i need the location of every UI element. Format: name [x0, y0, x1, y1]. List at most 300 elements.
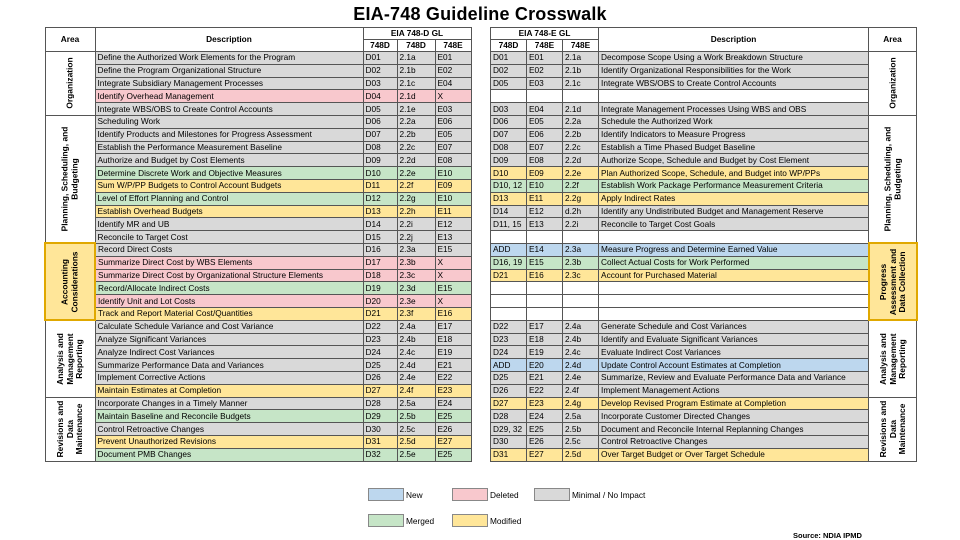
- table-row: [491, 77, 917, 90]
- area-group-cell: [45, 397, 95, 461]
- code-cell: 2.1a: [397, 52, 435, 65]
- legend-item-merged: [368, 514, 434, 527]
- table-row: [491, 397, 917, 410]
- code-cell: E05: [527, 115, 563, 128]
- code-cell: 2.4b: [397, 333, 435, 346]
- description-cell: Document PMB Changes: [95, 448, 363, 461]
- code-cell: [563, 295, 599, 308]
- code-cell: 2.3d: [397, 282, 435, 295]
- code-cell: E18: [527, 333, 563, 346]
- code-cell: 2.5b: [397, 410, 435, 423]
- description-cell: Identify any Undistributed Budget and Management Reserve: [599, 205, 869, 218]
- description-cell: [599, 90, 869, 103]
- code-cell: E21: [435, 359, 471, 372]
- legend-label-new: New: [406, 489, 423, 500]
- description-cell: Analyze Indirect Cost Variances: [95, 346, 363, 359]
- table-row: [45, 52, 471, 65]
- description-cell: Update Control Account Estimates at Completion: [599, 359, 869, 372]
- description-cell: Establish Work Package Performance Measurement Criteria: [599, 179, 869, 192]
- code-cell: E19: [527, 346, 563, 359]
- code-cell: E19: [435, 346, 471, 359]
- description-cell: Summarize Direct Cost by Organizational Structure Elements: [95, 269, 363, 282]
- description-cell: Decompose Scope Using a Work Breakdown Structure: [599, 52, 869, 65]
- code-cell: 2.2b: [563, 128, 599, 141]
- code-cell: 2.2i: [563, 218, 599, 231]
- area-label: Analysis and Management Reporting: [877, 333, 907, 385]
- description-cell: Establish Overhead Budgets: [95, 205, 363, 218]
- code-cell: D10: [491, 167, 527, 180]
- table-row: [45, 192, 471, 205]
- code-cell: E10: [527, 179, 563, 192]
- code-cell: D32: [363, 448, 397, 461]
- description-cell: Analyze Significant Variances: [95, 333, 363, 346]
- legend-item-modified: [452, 514, 521, 527]
- legend-label-modified: Modified: [490, 515, 522, 526]
- area-group-cell: [869, 52, 917, 116]
- description-cell: Account for Purchased Material: [599, 269, 869, 282]
- description-cell: Integrate WBS/OBS to Create Control Accounts: [95, 103, 363, 116]
- code-cell: E22: [527, 384, 563, 397]
- code-cell: E03: [527, 77, 563, 90]
- code-cell: 2.2a: [397, 115, 435, 128]
- description-cell: Evaluate Indirect Cost Variances: [599, 346, 869, 359]
- table-row: [45, 333, 471, 346]
- code-cell: E04: [435, 77, 471, 90]
- table-row: [45, 384, 471, 397]
- code-cell: D25: [491, 371, 527, 384]
- code-cell: 2.5a: [397, 397, 435, 410]
- description-cell: Implement Corrective Actions: [95, 371, 363, 384]
- description-cell: Summarize Direct Cost by WBS Elements: [95, 256, 363, 269]
- table-row: [45, 435, 471, 448]
- description-cell: Sum W/P/PP Budgets to Control Account Budgets: [95, 179, 363, 192]
- code-cell: 2.2g: [563, 192, 599, 205]
- description-cell: Track and Report Material Cost/Quantities: [95, 307, 363, 320]
- code-cell: D21: [363, 307, 397, 320]
- description-cell: [599, 231, 869, 244]
- code-cell: 2.1a: [563, 52, 599, 65]
- table-row: [45, 231, 471, 244]
- area-group-cell: [45, 115, 95, 243]
- description-cell: Prevent Unauthorized Revisions: [95, 435, 363, 448]
- code-cell: E16: [435, 307, 471, 320]
- code-cell: D03: [491, 103, 527, 116]
- area-label: Organization: [886, 57, 897, 110]
- code-cell: D05: [491, 77, 527, 90]
- description-cell: Incorporate Customer Directed Changes: [599, 410, 869, 423]
- table-row: [491, 243, 917, 256]
- table-row: [45, 423, 471, 436]
- code-cell: 2.2b: [397, 128, 435, 141]
- code-cell: [491, 282, 527, 295]
- description-cell: Integrate Subsidiary Management Processes: [95, 77, 363, 90]
- description-cell: Generate Schedule and Cost Variances: [599, 320, 869, 333]
- description-cell: Identify Products and Milestones for Progress Assessment: [95, 128, 363, 141]
- legend-label-minimal: Minimal / No Impact: [572, 489, 646, 500]
- area-label: Progress Assessment and Data Collection: [877, 248, 907, 316]
- table-row: [491, 320, 917, 333]
- description-cell: Collect Actual Costs for Work Performed: [599, 256, 869, 269]
- code-cell: E09: [435, 179, 471, 192]
- code-cell: E11: [435, 205, 471, 218]
- code-cell: E08: [435, 154, 471, 167]
- table-row: [491, 307, 917, 320]
- table-row: [45, 218, 471, 231]
- description-cell: Integrate WBS/OBS to Create Control Accounts: [599, 77, 869, 90]
- code-cell: 2.2e: [563, 167, 599, 180]
- code-cell: D30: [363, 423, 397, 436]
- description-cell: Control Retroactive Changes: [599, 435, 869, 448]
- table-row: [45, 243, 471, 256]
- code-cell: 2.4a: [397, 320, 435, 333]
- code-cell: D26: [363, 371, 397, 384]
- description-cell: Summarize Performance Data and Variances: [95, 359, 363, 372]
- code-cell: 2.1d: [397, 90, 435, 103]
- code-cell: E25: [435, 410, 471, 423]
- code-cell: D13: [363, 205, 397, 218]
- code-cell: [563, 307, 599, 320]
- code-cell: E22: [435, 371, 471, 384]
- description-cell: [599, 307, 869, 320]
- code-cell: 2.3b: [397, 256, 435, 269]
- code-cell: E07: [527, 141, 563, 154]
- code-cell: 2.3b: [563, 256, 599, 269]
- code-cell: E16: [527, 269, 563, 282]
- legend-item-minimal: [534, 488, 645, 501]
- code-cell: E25: [435, 448, 471, 461]
- code-cell: 2.4e: [563, 371, 599, 384]
- code-cell: [491, 90, 527, 103]
- code-cell: D21: [491, 269, 527, 282]
- code-cell: D04: [363, 90, 397, 103]
- left-col2-header: 748D: [397, 40, 435, 52]
- table-row: [491, 141, 917, 154]
- code-cell: 2.1c: [563, 77, 599, 90]
- table-row: [491, 205, 917, 218]
- table-row: [491, 179, 917, 192]
- table-row: [491, 295, 917, 308]
- description-cell: Identify MR and UB: [95, 218, 363, 231]
- area-label: Revisions and Data Maintenance: [54, 400, 84, 458]
- code-cell: [527, 231, 563, 244]
- code-cell: 2.4f: [397, 384, 435, 397]
- code-cell: 2.2c: [563, 141, 599, 154]
- table-row: [491, 115, 917, 128]
- left-col1-header: 748D: [363, 40, 397, 52]
- code-cell: D07: [363, 128, 397, 141]
- code-cell: D20: [363, 295, 397, 308]
- area-label: Planning, Scheduling, and Budgeting: [882, 126, 902, 232]
- left-group-header: EIA 748-D GL: [363, 28, 471, 40]
- description-cell: Over Target Budget or Over Target Schedule: [599, 448, 869, 461]
- code-cell: D17: [363, 256, 397, 269]
- code-cell: E24: [527, 410, 563, 423]
- code-cell: E27: [435, 435, 471, 448]
- legend-swatch-minimal: [534, 488, 570, 501]
- description-cell: Measure Progress and Determine Earned Value: [599, 243, 869, 256]
- code-cell: E01: [435, 52, 471, 65]
- code-cell: D24: [363, 346, 397, 359]
- table-row: [45, 90, 471, 103]
- code-cell: 2.2f: [563, 179, 599, 192]
- code-cell: E03: [435, 103, 471, 116]
- code-cell: E26: [527, 435, 563, 448]
- right-description-header: Description: [599, 28, 869, 52]
- left-crosswalk-table: [44, 27, 472, 462]
- code-cell: E18: [435, 333, 471, 346]
- code-cell: [563, 90, 599, 103]
- table-row: [491, 384, 917, 397]
- code-cell: D08: [363, 141, 397, 154]
- code-cell: D09: [491, 154, 527, 167]
- description-cell: Calculate Schedule Variance and Cost Variance: [95, 320, 363, 333]
- description-cell: Determine Discrete Work and Objective Measures: [95, 167, 363, 180]
- code-cell: D27: [491, 397, 527, 410]
- code-cell: 2.2g: [397, 192, 435, 205]
- code-cell: [527, 90, 563, 103]
- code-cell: E06: [527, 128, 563, 141]
- code-cell: 2.5c: [397, 423, 435, 436]
- code-cell: D06: [491, 115, 527, 128]
- table-row: [45, 448, 471, 461]
- legend-item-deleted: [452, 488, 519, 501]
- code-cell: E24: [435, 397, 471, 410]
- code-cell: 2.2j: [397, 231, 435, 244]
- right-crosswalk-table: [490, 27, 918, 462]
- description-cell: Incorporate Changes in a Timely Manner: [95, 397, 363, 410]
- description-cell: Schedule the Authorized Work: [599, 115, 869, 128]
- table-row: [491, 346, 917, 359]
- code-cell: d.2h: [563, 205, 599, 218]
- code-cell: [563, 282, 599, 295]
- code-cell: 2.3c: [563, 269, 599, 282]
- code-cell: 2.4f: [563, 384, 599, 397]
- description-cell: Develop Revised Program Estimate at Completion: [599, 397, 869, 410]
- description-cell: Record Direct Costs: [95, 243, 363, 256]
- description-cell: Authorize and Budget by Cost Elements: [95, 154, 363, 167]
- page-title: EIA-748 Guideline Crosswalk: [353, 4, 607, 24]
- code-cell: 2.2i: [397, 218, 435, 231]
- code-cell: 2.5d: [563, 448, 599, 461]
- code-cell: E27: [527, 448, 563, 461]
- code-cell: [563, 231, 599, 244]
- table-row: [491, 435, 917, 448]
- code-cell: D09: [363, 154, 397, 167]
- description-cell: Summarize, Review and Evaluate Performance Data and Variance: [599, 371, 869, 384]
- code-cell: X: [435, 295, 471, 308]
- code-cell: D26: [491, 384, 527, 397]
- table-row: [491, 448, 917, 461]
- code-cell: D24: [491, 346, 527, 359]
- code-cell: D15: [363, 231, 397, 244]
- code-cell: [491, 295, 527, 308]
- code-cell: [527, 282, 563, 295]
- table-row: [45, 64, 471, 77]
- code-cell: E23: [435, 384, 471, 397]
- code-cell: D31: [491, 448, 527, 461]
- code-cell: 2.2d: [397, 154, 435, 167]
- code-cell: D14: [363, 218, 397, 231]
- table-row: [45, 410, 471, 423]
- table-row: [491, 192, 917, 205]
- description-cell: Integrate Management Processes Using WBS and OBS: [599, 103, 869, 116]
- code-cell: [527, 307, 563, 320]
- description-cell: Identify Indicators to Measure Progress: [599, 128, 869, 141]
- code-cell: 2.3a: [397, 243, 435, 256]
- right-col1-header: 748D: [491, 40, 527, 52]
- source-note: Source: NDIA IPMD: [793, 531, 862, 540]
- table-row: [491, 359, 917, 372]
- code-cell: ADD: [491, 243, 527, 256]
- code-cell: D02: [363, 64, 397, 77]
- code-cell: D28: [491, 410, 527, 423]
- code-cell: [491, 307, 527, 320]
- right-area-header: Area: [869, 28, 917, 52]
- table-row: [491, 423, 917, 436]
- code-cell: D13: [491, 192, 527, 205]
- code-cell: E14: [527, 243, 563, 256]
- table-row: [45, 359, 471, 372]
- code-cell: D23: [491, 333, 527, 346]
- table-row: [45, 205, 471, 218]
- area-label: Analysis and Management Reporting: [54, 333, 84, 385]
- code-cell: 2.3a: [563, 243, 599, 256]
- code-cell: D31: [363, 435, 397, 448]
- area-group-cell: [45, 243, 95, 320]
- left-description-header: Description: [95, 28, 363, 52]
- description-cell: Plan Authorized Scope, Schedule, and Budget into WP/PPs: [599, 167, 869, 180]
- code-cell: 2.2d: [563, 154, 599, 167]
- left-table-body: [45, 28, 471, 462]
- code-cell: E13: [435, 231, 471, 244]
- description-cell: Authorize Scope, Schedule and Budget by Cost Element: [599, 154, 869, 167]
- code-cell: E15: [435, 243, 471, 256]
- code-cell: E23: [527, 397, 563, 410]
- table-row: [45, 282, 471, 295]
- area-label: Organization: [64, 57, 75, 110]
- description-cell: Implement Management Actions: [599, 384, 869, 397]
- code-cell: E04: [527, 103, 563, 116]
- description-cell: Control Retroactive Changes: [95, 423, 363, 436]
- code-cell: D27: [363, 384, 397, 397]
- code-cell: 2.2e: [397, 167, 435, 180]
- code-cell: 2.5a: [563, 410, 599, 423]
- code-cell: 2.4d: [563, 359, 599, 372]
- area-label: Revisions and Data Maintenance: [877, 400, 907, 458]
- table-row: [491, 333, 917, 346]
- code-cell: D06: [363, 115, 397, 128]
- description-cell: [599, 282, 869, 295]
- code-cell: E07: [435, 141, 471, 154]
- table-row: [491, 282, 917, 295]
- description-cell: Identify Unit and Lot Costs: [95, 295, 363, 308]
- code-cell: E20: [527, 359, 563, 372]
- code-cell: D02: [491, 64, 527, 77]
- code-cell: X: [435, 269, 471, 282]
- table-row: [491, 218, 917, 231]
- area-group-cell: [869, 397, 917, 461]
- code-cell: E10: [435, 167, 471, 180]
- table-row: [491, 269, 917, 282]
- table-row: [45, 77, 471, 90]
- code-cell: D10, 12: [491, 179, 527, 192]
- table-row: [491, 103, 917, 116]
- code-cell: D01: [363, 52, 397, 65]
- description-cell: Establish a Time Phased Budget Baseline: [599, 141, 869, 154]
- area-group-cell: [869, 320, 917, 397]
- code-cell: 2.4d: [397, 359, 435, 372]
- description-cell: Reconcile to Target Cost: [95, 231, 363, 244]
- legend-swatch-merged: [368, 514, 404, 527]
- code-cell: E09: [527, 167, 563, 180]
- table-row: [45, 371, 471, 384]
- right-header-row-1: [491, 28, 917, 40]
- code-cell: D19: [363, 282, 397, 295]
- left-col3-header: 748E: [435, 40, 471, 52]
- code-cell: D12: [363, 192, 397, 205]
- description-cell: Scheduling Work: [95, 115, 363, 128]
- code-cell: 2.2a: [563, 115, 599, 128]
- code-cell: 2.1c: [397, 77, 435, 90]
- code-cell: X: [435, 90, 471, 103]
- description-cell: Define the Authorized Work Elements for the Program: [95, 52, 363, 65]
- table-row: [45, 141, 471, 154]
- table-row: [45, 103, 471, 116]
- code-cell: D22: [491, 320, 527, 333]
- code-cell: D25: [363, 359, 397, 372]
- description-cell: Apply Indirect Rates: [599, 192, 869, 205]
- area-group-cell: [45, 320, 95, 397]
- code-cell: D28: [363, 397, 397, 410]
- code-cell: [491, 231, 527, 244]
- table-row: [491, 64, 917, 77]
- code-cell: 2.1e: [397, 103, 435, 116]
- area-label: Planning, Scheduling, and Budgeting: [59, 126, 79, 232]
- code-cell: D18: [363, 269, 397, 282]
- code-cell: E12: [435, 218, 471, 231]
- code-cell: E12: [527, 205, 563, 218]
- code-cell: D29, 32: [491, 423, 527, 436]
- description-cell: Record/Allocate Indirect Costs: [95, 282, 363, 295]
- code-cell: [527, 295, 563, 308]
- code-cell: D08: [491, 141, 527, 154]
- table-row: [491, 231, 917, 244]
- code-cell: 2.5e: [397, 448, 435, 461]
- description-cell: Document and Reconcile Internal Replanning Changes: [599, 423, 869, 436]
- table-row: [491, 90, 917, 103]
- table-row: [491, 167, 917, 180]
- code-cell: D23: [363, 333, 397, 346]
- code-cell: D30: [491, 435, 527, 448]
- description-cell: Identify Organizational Responsibilities for the Work: [599, 64, 869, 77]
- code-cell: E11: [527, 192, 563, 205]
- code-cell: E08: [527, 154, 563, 167]
- area-group-cell: [45, 52, 95, 116]
- code-cell: 2.4c: [563, 346, 599, 359]
- legend-item-new: [368, 488, 423, 501]
- code-cell: 2.2h: [397, 205, 435, 218]
- code-cell: 2.3e: [397, 295, 435, 308]
- code-cell: 2.4c: [397, 346, 435, 359]
- code-cell: D16, 19: [491, 256, 527, 269]
- table-row: [491, 128, 917, 141]
- code-cell: E02: [527, 64, 563, 77]
- description-cell: Establish the Performance Measurement Baseline: [95, 141, 363, 154]
- area-group-cell: [869, 115, 917, 243]
- code-cell: 2.2f: [397, 179, 435, 192]
- code-cell: E21: [527, 371, 563, 384]
- left-header-row-1: [45, 28, 471, 40]
